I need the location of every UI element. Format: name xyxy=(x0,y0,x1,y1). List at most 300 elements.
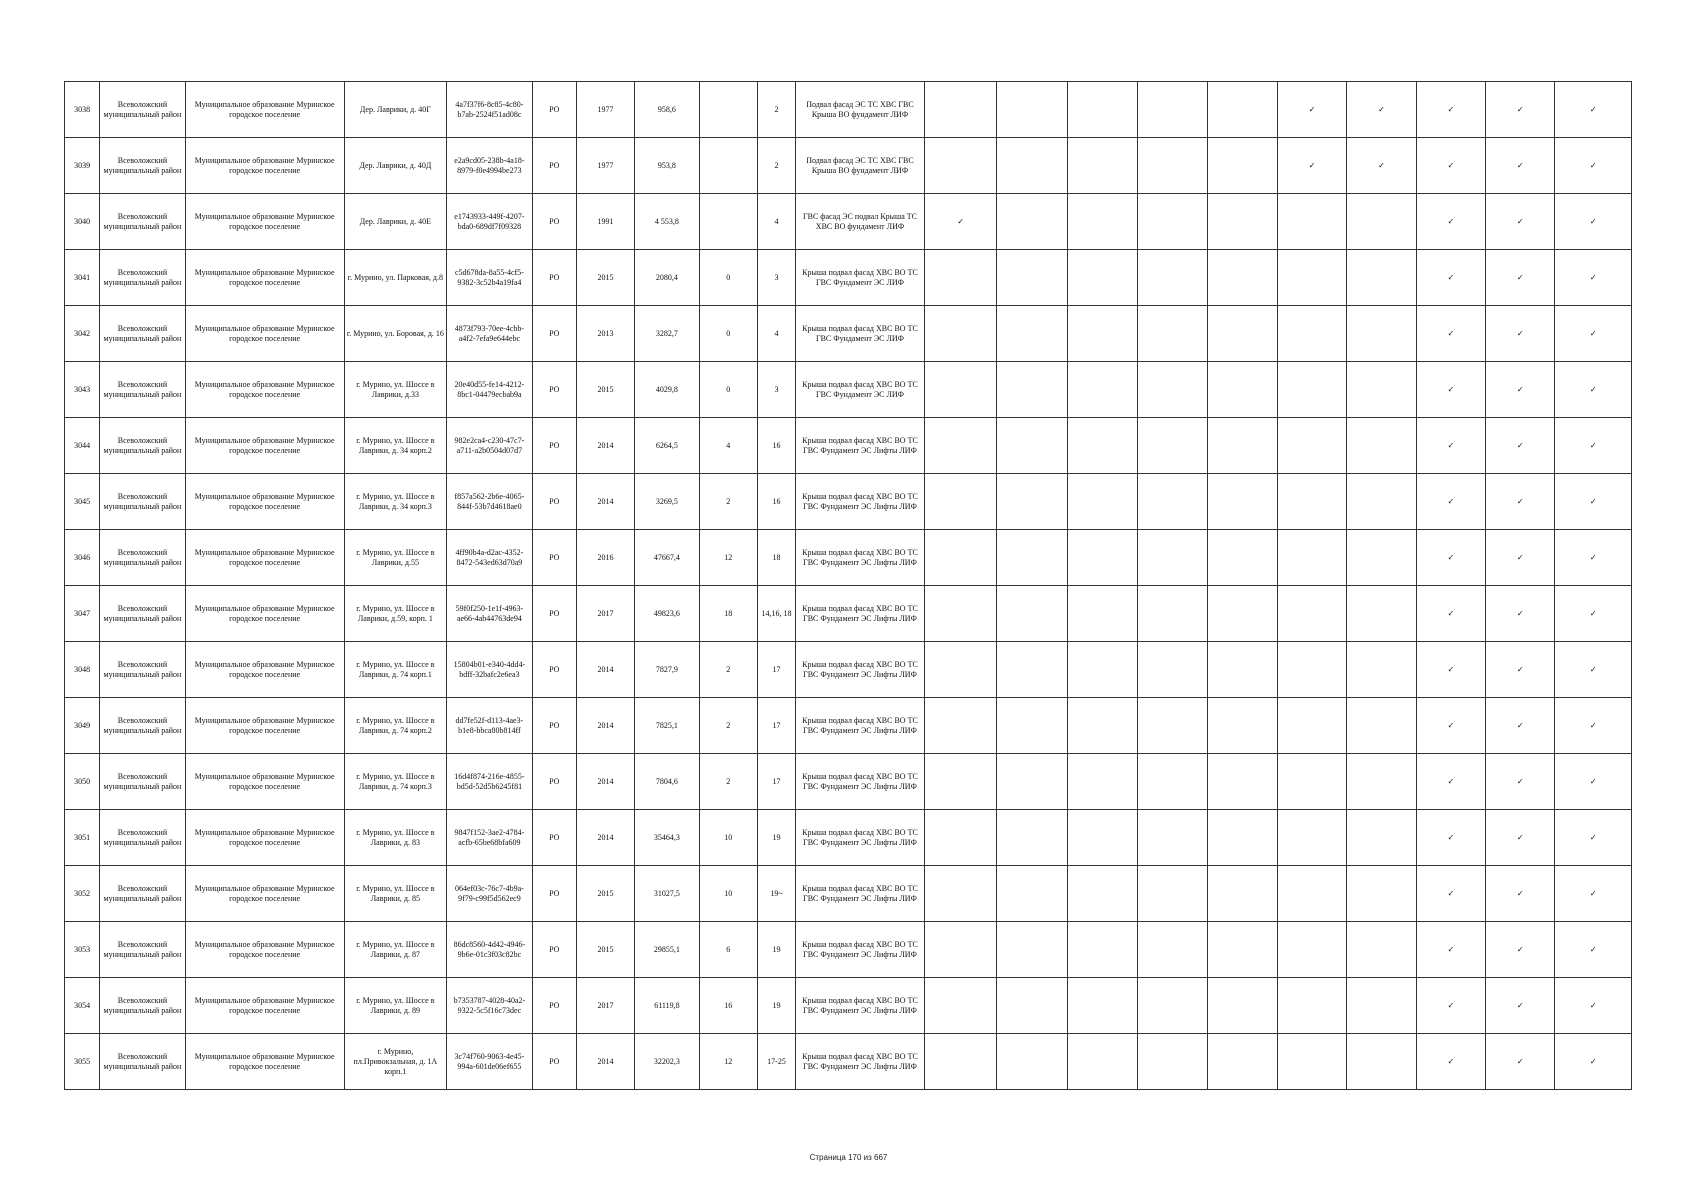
form-cell: РО xyxy=(532,418,576,474)
municipality-cell: Муниципальное образование Муринское городское поселение xyxy=(185,1034,344,1090)
col9-cell: 2 xyxy=(699,642,757,698)
form-cell: РО xyxy=(532,138,576,194)
check-cell xyxy=(1347,306,1416,362)
checkmark-icon: ✓ xyxy=(1589,216,1597,226)
check-cell xyxy=(1208,194,1277,250)
year-cell: 1977 xyxy=(576,138,634,194)
check-cell xyxy=(924,586,996,642)
guid-cell: 4873f793-70ee-4cbb-a4f2-7efa9e644ebc xyxy=(447,306,532,362)
checkmark-icon: ✓ xyxy=(1516,496,1524,506)
address-cell: Дер. Лаврики, д. 40Е xyxy=(344,194,447,250)
check-cell xyxy=(1208,362,1277,418)
checkmark-icon: ✓ xyxy=(1589,944,1597,954)
check-cell xyxy=(1277,82,1346,138)
checkmark-icon: ✓ xyxy=(1447,384,1455,394)
check-cell xyxy=(1555,810,1632,866)
guid-cell: dd7fe52f-d113-4ae3-b1e8-bbca80b814ff xyxy=(447,698,532,754)
table-row xyxy=(65,642,1632,698)
check-cell xyxy=(1347,474,1416,530)
check-cell xyxy=(1555,1034,1632,1090)
col10-cell: 4 xyxy=(757,194,795,250)
check-cell xyxy=(1486,530,1555,586)
checkmark-icon: ✓ xyxy=(1447,328,1455,338)
checkmark-icon: ✓ xyxy=(1589,104,1597,114)
guid-cell: f857a562-2b6e-4065-844f-53b7d4618ae0 xyxy=(447,474,532,530)
area-cell: 958,6 xyxy=(635,82,699,138)
checkmark-icon: ✓ xyxy=(1447,552,1455,562)
guid-cell: e1743933-449f-4207-bda0-689df7f09328 xyxy=(447,194,532,250)
check-cell xyxy=(1067,138,1137,194)
form-cell: РО xyxy=(532,1034,576,1090)
year-cell: 2014 xyxy=(576,754,634,810)
check-cell xyxy=(1208,82,1277,138)
works-cell: Подвал фасад ЭС ТС ХВС ГВС Крыша ВО фундамент ЛИФ xyxy=(796,82,925,138)
address-cell: г. Мурино, ул. Шоссе в Лаврики, д. 87 xyxy=(344,922,447,978)
checkmark-icon: ✓ xyxy=(1447,104,1455,114)
check-cell xyxy=(1138,698,1208,754)
checkmark-icon: ✓ xyxy=(1589,1056,1597,1066)
check-cell xyxy=(1067,754,1137,810)
form-cell: РО xyxy=(532,978,576,1034)
form-cell: РО xyxy=(532,754,576,810)
municipality-cell: Муниципальное образование Муринское городское поселение xyxy=(185,82,344,138)
checkmark-icon: ✓ xyxy=(1516,832,1524,842)
check-cell xyxy=(1416,642,1485,698)
municipality-cell: Муниципальное образование Муринское городское поселение xyxy=(185,418,344,474)
col10-cell: 14,16, 18 xyxy=(757,586,795,642)
guid-cell: 9847f152-3ae2-4784-acfb-65be68bfa609 xyxy=(447,810,532,866)
district-cell: Всеволожский муниципальный район xyxy=(100,978,185,1034)
col9-cell: 0 xyxy=(699,250,757,306)
check-cell xyxy=(1277,474,1346,530)
check-cell xyxy=(997,82,1067,138)
area-cell: 4 553,8 xyxy=(635,194,699,250)
col10-cell: 17 xyxy=(757,642,795,698)
checkmark-icon: ✓ xyxy=(1516,328,1524,338)
works-cell: Подвал фасад ЭС ТС ХВС ГВС Крыша ВО фундамент ЛИФ xyxy=(796,138,925,194)
check-cell xyxy=(1416,138,1485,194)
check-cell xyxy=(924,978,996,1034)
check-cell xyxy=(1138,586,1208,642)
check-cell xyxy=(1555,754,1632,810)
check-cell xyxy=(1067,250,1137,306)
check-cell xyxy=(1067,194,1137,250)
check-cell xyxy=(924,810,996,866)
col9-cell: 12 xyxy=(699,530,757,586)
municipality-cell: Муниципальное образование Муринское городское поселение xyxy=(185,642,344,698)
table-row xyxy=(65,922,1632,978)
check-cell xyxy=(1416,810,1485,866)
checkmark-icon: ✓ xyxy=(1516,608,1524,618)
check-cell xyxy=(1138,642,1208,698)
district-cell: Всеволожский муниципальный район xyxy=(100,866,185,922)
check-cell xyxy=(924,1034,996,1090)
check-cell xyxy=(1416,194,1485,250)
checkmark-icon: ✓ xyxy=(1589,888,1597,898)
year-cell: 2015 xyxy=(576,866,634,922)
checkmark-icon: ✓ xyxy=(1516,216,1524,226)
checkmark-icon: ✓ xyxy=(1516,720,1524,730)
col10-cell: 17 xyxy=(757,754,795,810)
works-cell: Крыша подвал фасад ХВС ВО ТС ГВС Фундамент ЭС Лифты ЛИФ xyxy=(796,698,925,754)
works-cell: Крыша подвал фасад ХВС ВО ТС ГВС Фундамент ЭС Лифты ЛИФ xyxy=(796,1034,925,1090)
checkmark-icon: ✓ xyxy=(1447,608,1455,618)
check-cell xyxy=(1208,306,1277,362)
row-number-cell: 3046 xyxy=(65,530,100,586)
checkmark-icon: ✓ xyxy=(1447,160,1455,170)
checkmark-icon: ✓ xyxy=(1447,1000,1455,1010)
col10-cell: 16 xyxy=(757,474,795,530)
table-row xyxy=(65,306,1632,362)
table-row xyxy=(65,82,1632,138)
year-cell: 2014 xyxy=(576,698,634,754)
col9-cell: 6 xyxy=(699,922,757,978)
checkmark-icon: ✓ xyxy=(1447,776,1455,786)
check-cell xyxy=(1208,530,1277,586)
table-row xyxy=(65,194,1632,250)
check-cell xyxy=(997,810,1067,866)
check-cell xyxy=(1067,642,1137,698)
checkmark-icon: ✓ xyxy=(1589,496,1597,506)
works-cell: Крыша подвал фасад ХВС ВО ТС ГВС Фундамент ЭС ЛИФ xyxy=(796,306,925,362)
row-number-cell: 3053 xyxy=(65,922,100,978)
checkmark-icon: ✓ xyxy=(1516,384,1524,394)
check-cell xyxy=(1347,418,1416,474)
check-cell xyxy=(1067,866,1137,922)
check-cell xyxy=(1347,530,1416,586)
area-cell: 35464,3 xyxy=(635,810,699,866)
year-cell: 2013 xyxy=(576,306,634,362)
area-cell: 7825,1 xyxy=(635,698,699,754)
check-cell xyxy=(1555,978,1632,1034)
check-cell xyxy=(1347,754,1416,810)
check-cell xyxy=(1138,866,1208,922)
district-cell: Всеволожский муниципальный район xyxy=(100,586,185,642)
check-cell xyxy=(1416,474,1485,530)
check-cell xyxy=(924,362,996,418)
checkmark-icon: ✓ xyxy=(1589,440,1597,450)
checkmark-icon: ✓ xyxy=(1378,160,1385,170)
table-row xyxy=(65,250,1632,306)
form-cell: РО xyxy=(532,642,576,698)
checkmark-icon: ✓ xyxy=(1516,664,1524,674)
check-cell xyxy=(1277,754,1346,810)
col10-cell: 19 xyxy=(757,978,795,1034)
check-cell xyxy=(997,978,1067,1034)
guid-cell: 4a7f37f6-8c85-4c80-b7ab-2524f51ad08c xyxy=(447,82,532,138)
check-cell xyxy=(1555,418,1632,474)
col9-cell: 12 xyxy=(699,1034,757,1090)
address-cell: г. Мурино, ул. Шоссе в Лаврики, д.59, корп. 1 xyxy=(344,586,447,642)
page-number: Страница 170 из 667 xyxy=(809,1153,888,1162)
checkmark-icon: ✓ xyxy=(1516,888,1524,898)
district-cell: Всеволожский муниципальный район xyxy=(100,530,185,586)
check-cell xyxy=(1555,362,1632,418)
check-cell xyxy=(1416,306,1485,362)
check-cell xyxy=(1208,754,1277,810)
col10-cell: 3 xyxy=(757,250,795,306)
guid-cell: 20e40d55-fe14-4212-8bc1-04479ecbab9a xyxy=(447,362,532,418)
checkmark-icon: ✓ xyxy=(1308,104,1316,114)
check-cell xyxy=(1486,698,1555,754)
form-cell: РО xyxy=(532,866,576,922)
check-cell xyxy=(1347,1034,1416,1090)
check-cell xyxy=(1347,362,1416,418)
year-cell: 2014 xyxy=(576,1034,634,1090)
check-cell xyxy=(1416,586,1485,642)
check-cell xyxy=(1277,362,1346,418)
check-cell xyxy=(1347,586,1416,642)
check-cell xyxy=(1067,698,1137,754)
check-cell xyxy=(1555,642,1632,698)
checkmark-icon: ✓ xyxy=(1589,1000,1597,1010)
check-cell xyxy=(1416,1034,1485,1090)
col10-cell: 16 xyxy=(757,418,795,474)
guid-cell: 064ef03c-76c7-4b9a-9f79-c99f5d562ec9 xyxy=(447,866,532,922)
check-cell xyxy=(1277,138,1346,194)
check-cell xyxy=(1067,82,1137,138)
municipality-cell: Муниципальное образование Муринское городское поселение xyxy=(185,810,344,866)
row-number-cell: 3041 xyxy=(65,250,100,306)
check-cell xyxy=(1277,642,1346,698)
area-cell: 61119,8 xyxy=(635,978,699,1034)
checkmark-icon: ✓ xyxy=(1447,888,1455,898)
check-cell xyxy=(924,530,996,586)
area-cell: 3269,5 xyxy=(635,474,699,530)
row-number-cell: 3044 xyxy=(65,418,100,474)
area-cell: 47667,4 xyxy=(635,530,699,586)
row-number-cell: 3042 xyxy=(65,306,100,362)
check-cell xyxy=(997,362,1067,418)
check-cell xyxy=(1208,586,1277,642)
area-cell: 7804,6 xyxy=(635,754,699,810)
check-cell xyxy=(1486,754,1555,810)
checkmark-icon: ✓ xyxy=(1447,440,1455,450)
checkmark-icon: ✓ xyxy=(1447,720,1455,730)
form-cell: РО xyxy=(532,810,576,866)
checkmark-icon: ✓ xyxy=(957,216,964,226)
check-cell xyxy=(997,138,1067,194)
checkmark-icon: ✓ xyxy=(1447,272,1455,282)
municipality-cell: Муниципальное образование Муринское городское поселение xyxy=(185,362,344,418)
check-cell xyxy=(1208,250,1277,306)
district-cell: Всеволожский муниципальный район xyxy=(100,698,185,754)
address-cell: г. Мурино, ул. Шоссе в Лаврики, д.55 xyxy=(344,530,447,586)
check-cell xyxy=(1138,306,1208,362)
municipality-cell: Муниципальное образование Муринское городское поселение xyxy=(185,698,344,754)
table-row xyxy=(65,978,1632,1034)
form-cell: РО xyxy=(532,250,576,306)
works-cell: ГВС фасад ЭС подвал Крыша ТС ХВС ВО фундамент ЛИФ xyxy=(796,194,925,250)
check-cell xyxy=(1416,418,1485,474)
check-cell xyxy=(997,194,1067,250)
checkmark-icon: ✓ xyxy=(1516,776,1524,786)
check-cell xyxy=(924,82,996,138)
checkmark-icon: ✓ xyxy=(1447,664,1455,674)
district-cell: Всеволожский муниципальный район xyxy=(100,306,185,362)
municipality-cell: Муниципальное образование Муринское городское поселение xyxy=(185,306,344,362)
form-cell: РО xyxy=(532,194,576,250)
row-number-cell: 3048 xyxy=(65,642,100,698)
check-cell xyxy=(1067,1034,1137,1090)
address-cell: г. Мурино, ул. Шоссе в Лаврики, д. 85 xyxy=(344,866,447,922)
guid-cell: b7353787-4028-40a2-9322-5c5f16c73dec xyxy=(447,978,532,1034)
district-cell: Всеволожский муниципальный район xyxy=(100,82,185,138)
check-cell xyxy=(1486,978,1555,1034)
check-cell xyxy=(1486,1034,1555,1090)
works-cell: Крыша подвал фасад ХВС ВО ТС ГВС Фундамент ЭС ЛИФ xyxy=(796,362,925,418)
year-cell: 2014 xyxy=(576,642,634,698)
check-cell xyxy=(997,306,1067,362)
check-cell xyxy=(1208,922,1277,978)
check-cell xyxy=(1138,810,1208,866)
checkmark-icon: ✓ xyxy=(1589,160,1597,170)
municipality-cell: Муниципальное образование Муринское городское поселение xyxy=(185,754,344,810)
checkmark-icon: ✓ xyxy=(1589,664,1597,674)
area-cell: 953,8 xyxy=(635,138,699,194)
check-cell xyxy=(1067,922,1137,978)
check-cell xyxy=(1067,306,1137,362)
check-cell xyxy=(1486,194,1555,250)
col9-cell: 2 xyxy=(699,474,757,530)
check-cell xyxy=(1486,82,1555,138)
check-cell xyxy=(1347,194,1416,250)
checkmark-icon: ✓ xyxy=(1589,776,1597,786)
check-cell xyxy=(1277,978,1346,1034)
table-row xyxy=(65,530,1632,586)
check-cell xyxy=(1555,530,1632,586)
district-cell: Всеволожский муниципальный район xyxy=(100,1034,185,1090)
checkmark-icon: ✓ xyxy=(1447,496,1455,506)
check-cell xyxy=(1277,306,1346,362)
check-cell xyxy=(1347,698,1416,754)
works-cell: Крыша подвал фасад ХВС ВО ТС ГВС Фундамент ЭС Лифты ЛИФ xyxy=(796,586,925,642)
form-cell: РО xyxy=(532,530,576,586)
check-cell xyxy=(1486,362,1555,418)
check-cell xyxy=(1347,82,1416,138)
district-cell: Всеволожский муниципальный район xyxy=(100,250,185,306)
check-cell xyxy=(1347,978,1416,1034)
guid-cell: 982e2ca4-c230-47c7-a711-a2b0504d07d7 xyxy=(447,418,532,474)
check-cell xyxy=(1277,418,1346,474)
check-cell xyxy=(1555,866,1632,922)
check-cell xyxy=(1347,866,1416,922)
area-cell: 2080,4 xyxy=(635,250,699,306)
municipality-cell: Муниципальное образование Муринское городское поселение xyxy=(185,586,344,642)
check-cell xyxy=(997,418,1067,474)
checkmark-icon: ✓ xyxy=(1516,440,1524,450)
check-cell xyxy=(1208,642,1277,698)
row-number-cell: 3051 xyxy=(65,810,100,866)
year-cell: 2015 xyxy=(576,362,634,418)
check-cell xyxy=(1416,82,1485,138)
works-cell: Крыша подвал фасад ХВС ВО ТС ГВС Фундамент ЭС Лифты ЛИФ xyxy=(796,866,925,922)
works-cell: Крыша подвал фасад ХВС ВО ТС ГВС Фундамент ЭС Лифты ЛИФ xyxy=(796,474,925,530)
col9-cell: 0 xyxy=(699,306,757,362)
checkmark-icon: ✓ xyxy=(1516,160,1524,170)
area-cell: 7827,9 xyxy=(635,642,699,698)
check-cell xyxy=(1067,586,1137,642)
check-cell xyxy=(924,866,996,922)
check-cell xyxy=(1555,306,1632,362)
check-cell xyxy=(1138,530,1208,586)
col10-cell: 2 xyxy=(757,138,795,194)
municipality-cell: Муниципальное образование Муринское городское поселение xyxy=(185,250,344,306)
check-cell xyxy=(924,922,996,978)
check-cell xyxy=(1067,530,1137,586)
check-cell xyxy=(1416,978,1485,1034)
works-cell: Крыша подвал фасад ХВС ВО ТС ГВС Фундамент ЭС ЛИФ xyxy=(796,250,925,306)
col10-cell: 19 xyxy=(757,922,795,978)
guid-cell: 16d4f874-216e-4855-bd5d-52d5b6245f81 xyxy=(447,754,532,810)
col9-cell: 16 xyxy=(699,978,757,1034)
check-cell xyxy=(997,698,1067,754)
check-cell xyxy=(1486,306,1555,362)
form-cell: РО xyxy=(532,586,576,642)
check-cell xyxy=(924,250,996,306)
check-cell xyxy=(1486,866,1555,922)
check-cell xyxy=(997,754,1067,810)
col9-cell: 4 xyxy=(699,418,757,474)
check-cell xyxy=(924,754,996,810)
municipality-cell: Муниципальное образование Муринское городское поселение xyxy=(185,530,344,586)
check-cell xyxy=(1347,250,1416,306)
check-cell xyxy=(997,866,1067,922)
check-cell xyxy=(1277,194,1346,250)
row-number-cell: 3047 xyxy=(65,586,100,642)
col10-cell: 18 xyxy=(757,530,795,586)
year-cell: 2014 xyxy=(576,810,634,866)
checkmark-icon: ✓ xyxy=(1447,944,1455,954)
table-row xyxy=(65,866,1632,922)
area-cell: 6264,5 xyxy=(635,418,699,474)
works-cell: Крыша подвал фасад ХВС ВО ТС ГВС Фундамент ЭС Лифты ЛИФ xyxy=(796,922,925,978)
check-cell xyxy=(1486,642,1555,698)
form-cell: РО xyxy=(532,82,576,138)
col10-cell: 3 xyxy=(757,362,795,418)
check-cell xyxy=(1416,250,1485,306)
check-cell xyxy=(997,922,1067,978)
check-cell xyxy=(1067,978,1137,1034)
works-cell: Крыша подвал фасад ХВС ВО ТС ГВС Фундамент ЭС Лифты ЛИФ xyxy=(796,978,925,1034)
table-row xyxy=(65,1034,1632,1090)
check-cell xyxy=(1416,698,1485,754)
address-cell: г. Мурино, ул. Шоссе в Лаврики, д.33 xyxy=(344,362,447,418)
area-cell: 31027,5 xyxy=(635,866,699,922)
check-cell xyxy=(997,530,1067,586)
col9-cell xyxy=(699,194,757,250)
year-cell: 2014 xyxy=(576,418,634,474)
check-cell xyxy=(1208,866,1277,922)
check-cell xyxy=(1067,418,1137,474)
row-number-cell: 3052 xyxy=(65,866,100,922)
check-cell xyxy=(1486,250,1555,306)
check-cell xyxy=(1416,754,1485,810)
municipality-cell: Муниципальное образование Муринское городское поселение xyxy=(185,138,344,194)
address-cell: г. Мурино, пл.Привокзальная, д. 1А корп.1 xyxy=(344,1034,447,1090)
check-cell xyxy=(1208,698,1277,754)
year-cell: 1977 xyxy=(576,82,634,138)
year-cell: 1991 xyxy=(576,194,634,250)
area-cell: 3282,7 xyxy=(635,306,699,362)
check-cell xyxy=(1486,138,1555,194)
year-cell: 2014 xyxy=(576,474,634,530)
guid-cell: 86dc8560-4d42-4946-9b6e-01c3f03c82bc xyxy=(447,922,532,978)
table-row xyxy=(65,474,1632,530)
works-cell: Крыша подвал фасад ХВС ВО ТС ГВС Фундамент ЭС Лифты ЛИФ xyxy=(796,642,925,698)
check-cell xyxy=(1138,82,1208,138)
checkmark-icon: ✓ xyxy=(1516,272,1524,282)
